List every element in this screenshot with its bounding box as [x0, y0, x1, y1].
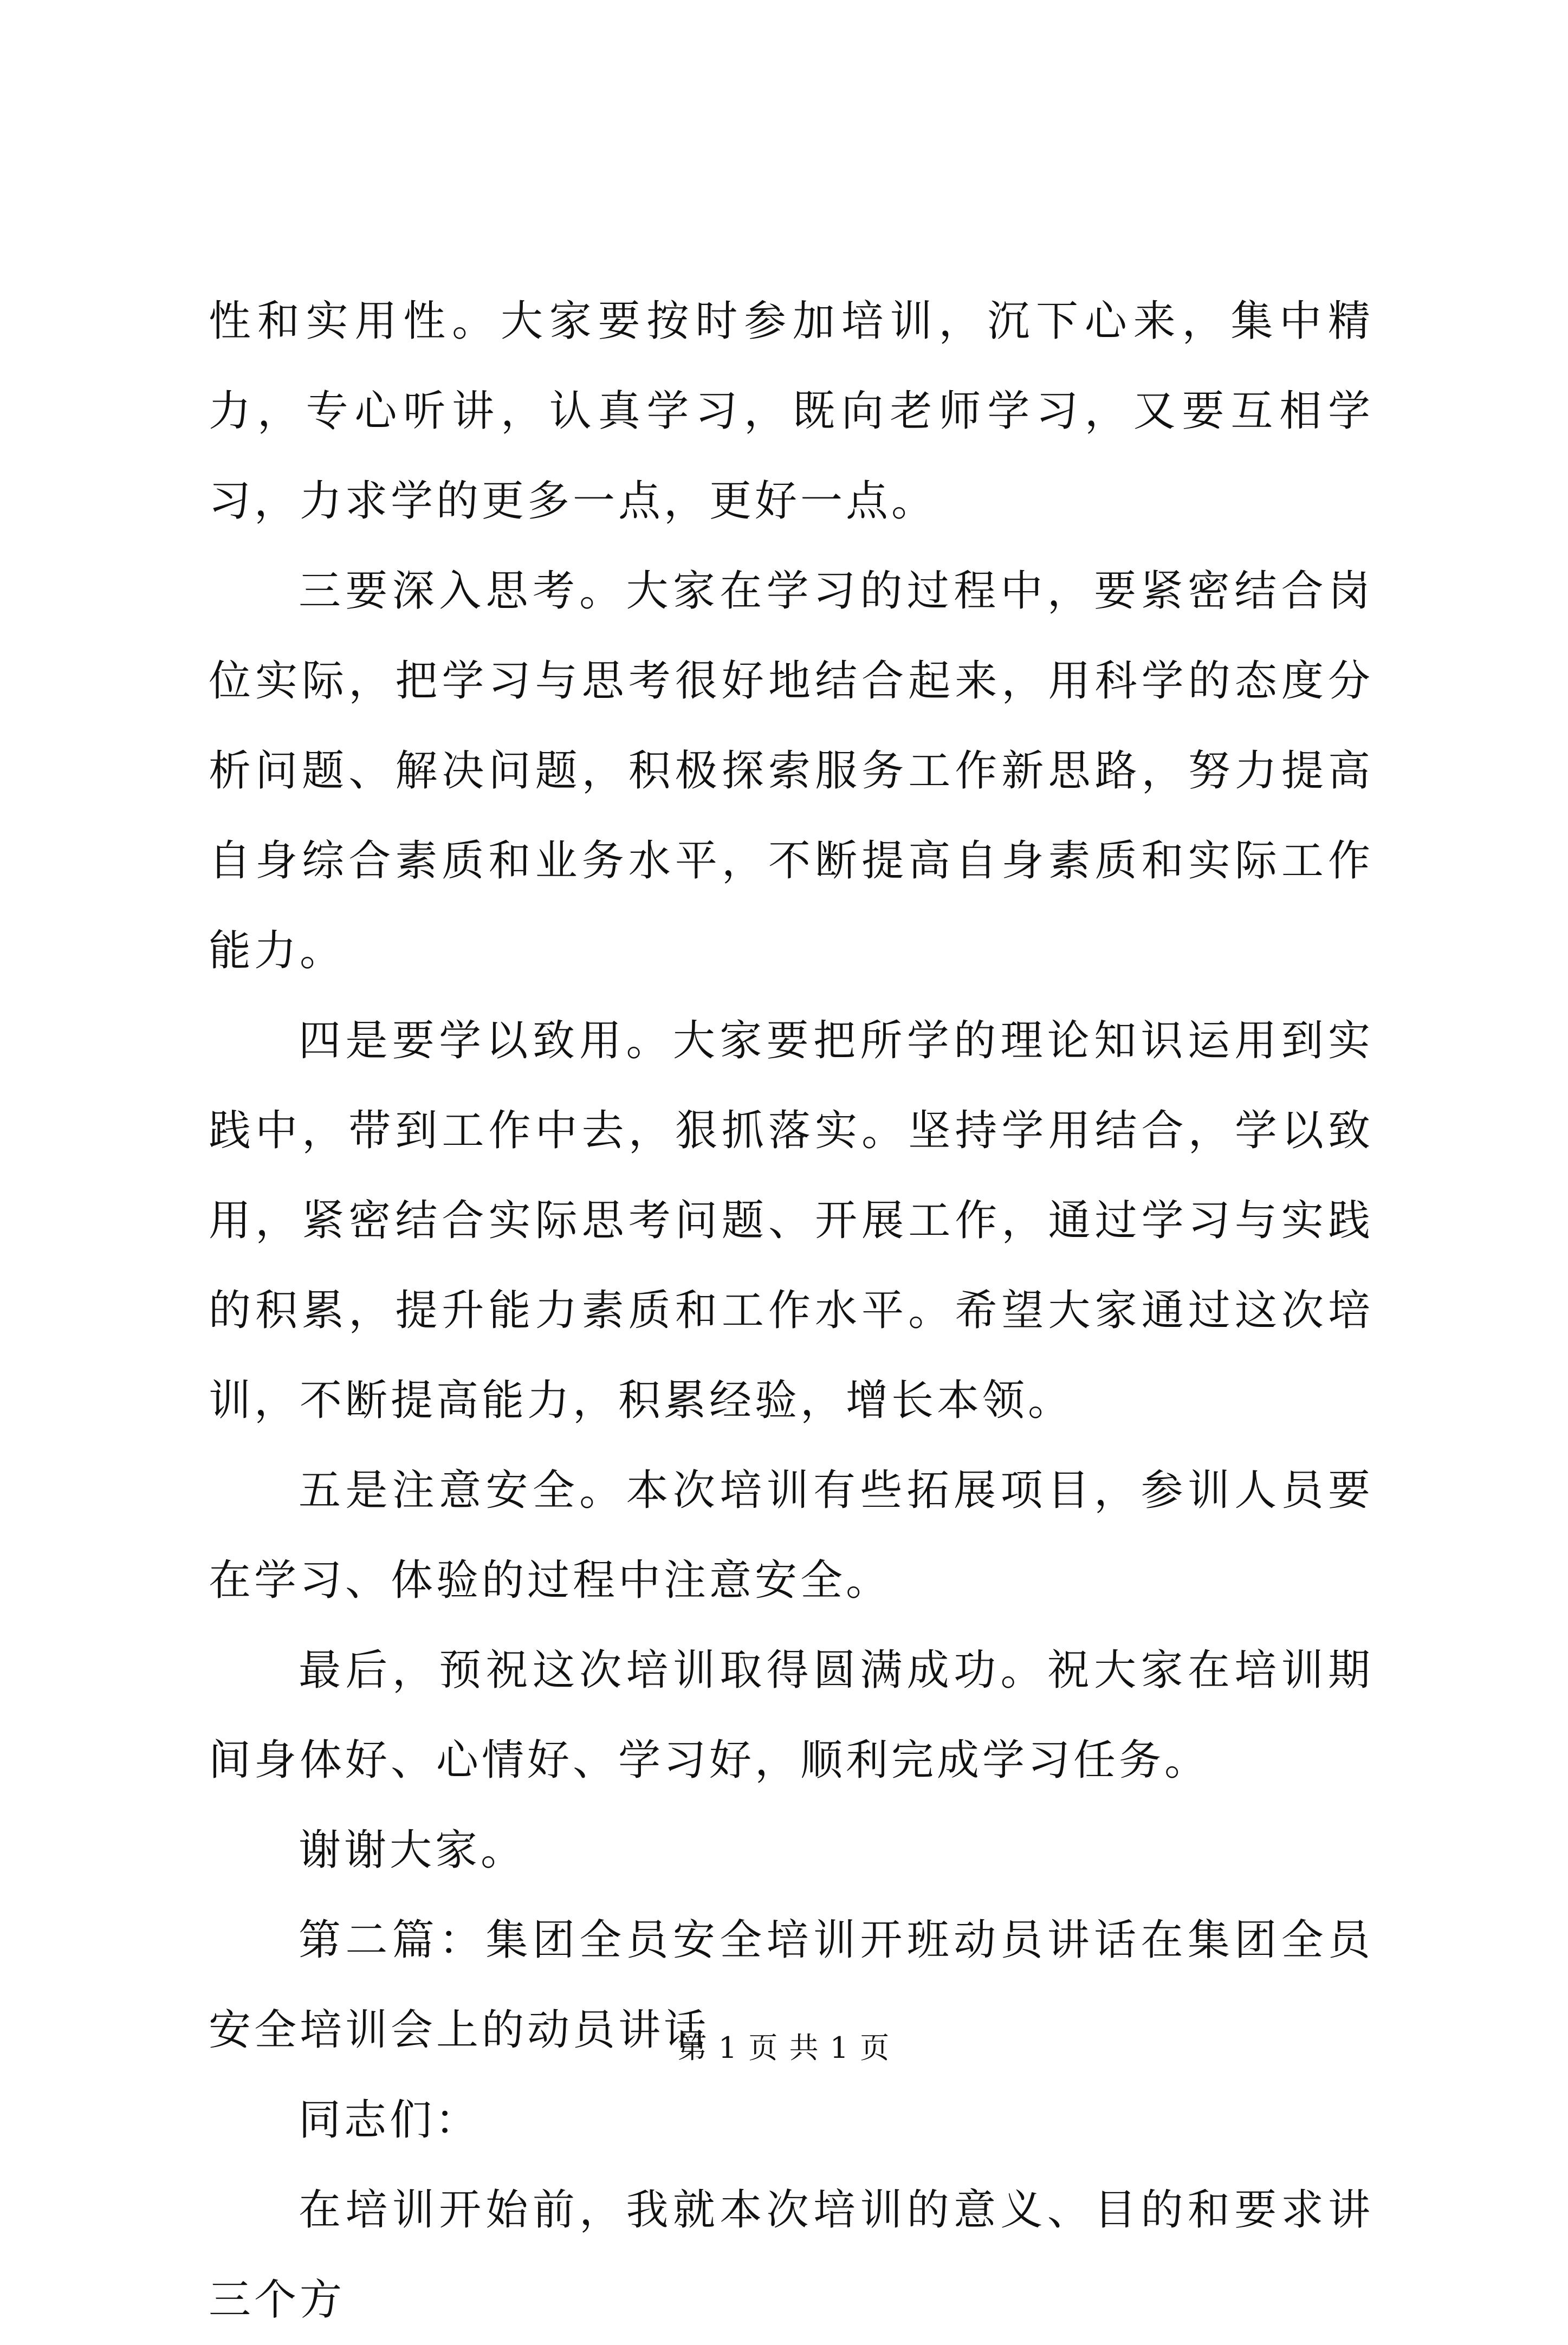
paragraph-7: 第二篇：集团全员安全培训开班动员讲话在集团全员安全培训会上的动员讲话	[209, 1916, 1373, 2055]
paragraph-8: 同志们：	[299, 2096, 481, 2145]
page-footer: 第 1 页 共 1 页	[677, 2031, 891, 2065]
paragraph-4: 五是注意安全。本次培训有些拓展项目，参训人员要在学习、体验的过程中注意安全。	[209, 1466, 1373, 1605]
paragraph-2: 三要深入思考。大家在学习的过程中，要紧密结合岗位实际，把学习与思考很好地结合起来，用科学的态度分析问题、解决问题，积极探索服务工作新思路，努力提高自身综合素质和业务水平，不断提高自身素质和实际工作能力。	[209, 567, 1373, 975]
paragraph-3: 四是要学以致用。大家要把所学的理论知识运用到实践中，带到工作中去，狠抓落实。坚持学用结合，学以致用，紧密结合实际思考问题、开展工作，通过学习与实践的积累，提升能力素质和工作水平。希望大家通过这次培训，不断提高能力，积累经验，增长本领。	[209, 1016, 1373, 1425]
paragraph-5: 最后，预祝这次培训取得圆满成功。祝大家在培训期间身体好、心情好、学习好，顺利完成学习任务。	[209, 1646, 1373, 1785]
paragraph-6: 谢谢大家。	[299, 1826, 527, 1875]
paragraph-1: 性和实用性。大家要按时参加培训，沉下心来，集中精力，专心听讲，认真学习，既向老师学习，又要互相学习，力求学的更多一点，更好一点。	[209, 297, 1373, 526]
paragraph-9: 在培训开始前，我就本次培训的意义、目的和要求讲三个方	[209, 2186, 1373, 2324]
